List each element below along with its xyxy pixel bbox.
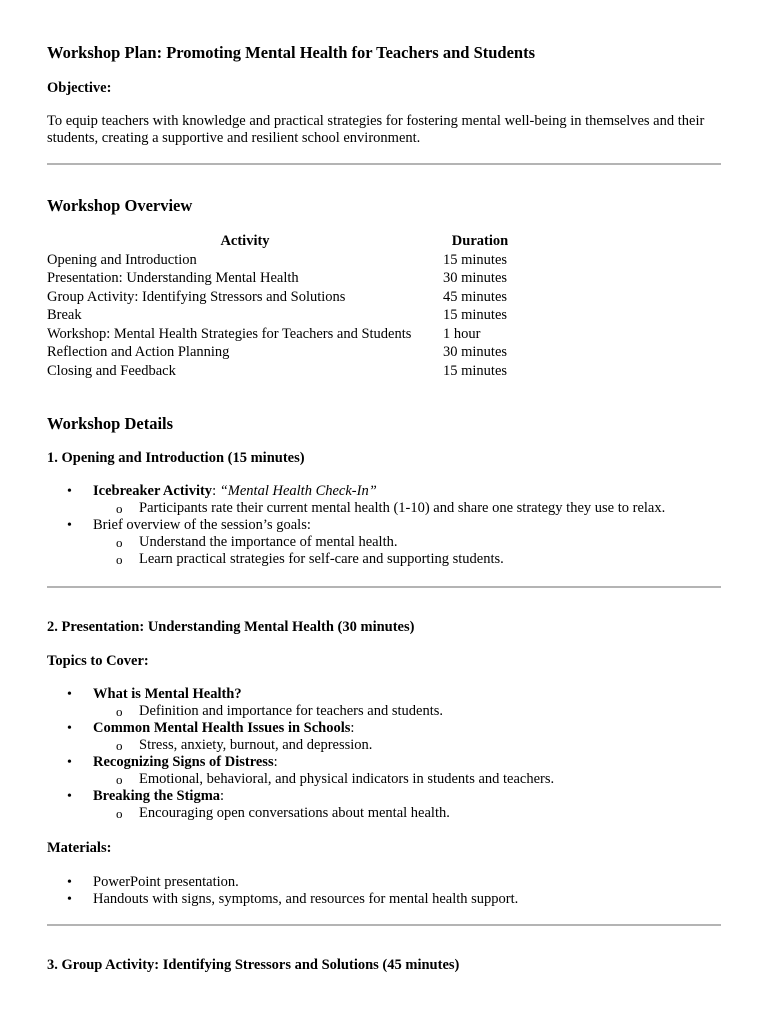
list-item: • PowerPoint presentation.: [47, 874, 747, 891]
details-heading: Workshop Details: [47, 414, 174, 433]
topic-colon: :: [350, 720, 355, 736]
sub-list-item: o Definition and importance for teachers and students.: [47, 703, 747, 720]
divider: [47, 586, 721, 588]
section-3-heading: 3. Group Activity: Identifying Stressors and Solutions (45 minutes): [47, 957, 460, 973]
list-item: [47, 754, 747, 771]
sub-list-item: o Learn practical strategies for self-care and supporting students.: [47, 551, 747, 568]
section-1-list: [47, 483, 747, 568]
table-row: [47, 289, 517, 308]
table-row: [47, 252, 517, 271]
table-header-row: [47, 233, 517, 252]
overview-table: [47, 233, 517, 381]
duration-cell: 30 minutes: [443, 344, 508, 360]
activity-cell: Group Activity: Identifying Stressors and Solutions: [47, 288, 346, 305]
section-2-heading: 2. Presentation: Understanding Mental Health (30 minutes): [47, 619, 415, 635]
icebreaker-title: “Mental Health Check-In”: [219, 483, 377, 499]
overview-heading: Workshop Overview: [47, 196, 193, 215]
activity-cell: Workshop: Mental Health Strategies for Teachers and Students: [47, 325, 412, 342]
list-item: [47, 720, 747, 737]
sub-list-item: o Participants rate their current mental health (1-10) and share one strategy they use to relax.: [47, 500, 747, 517]
separator: :: [212, 483, 220, 499]
list-item: • Brief overview of the session’s goals:: [47, 517, 747, 534]
table-row: [47, 307, 517, 326]
table-row: [47, 326, 517, 345]
activity-cell: Break: [47, 307, 82, 323]
duration-cell: 15 minutes: [443, 362, 508, 379]
sub-list-item: o Encouraging open conversations about mental health.: [47, 805, 747, 822]
duration-column-header: Duration: [451, 233, 509, 249]
list-item: [47, 788, 747, 805]
table-row: [47, 270, 517, 289]
section-1-heading: 1. Opening and Introduction (15 minutes): [47, 450, 305, 466]
duration-cell: 15 minutes: [443, 251, 508, 268]
list-item: • Handouts with signs, symptoms, and resources for mental health support.: [47, 891, 747, 908]
topics-list: [47, 686, 747, 822]
activity-column-header: Activity: [220, 233, 270, 249]
activity-cell: Opening and Introduction: [47, 251, 197, 268]
materials-list: [47, 874, 747, 908]
sub-list-item: o Understand the importance of mental health.: [47, 534, 747, 551]
objective-label: Objective:: [47, 80, 112, 96]
table-row: [47, 344, 517, 363]
topic-title: Common Mental Health Issues in Schools: [93, 720, 351, 736]
objective-text: To equip teachers with knowledge and practical strategies for fostering mental well-being in themselves and their students, creating a supportive and resilient school environment.: [47, 113, 705, 146]
topic-colon: :: [273, 754, 278, 770]
activity-cell: Closing and Feedback: [47, 362, 176, 379]
list-item: [47, 686, 747, 703]
divider: [47, 924, 721, 926]
sub-list-item: o Emotional, behavioral, and physical indicators in students and teachers.: [47, 771, 747, 788]
topic-colon: :: [220, 788, 225, 804]
topic-title: Recognizing Signs of Distress: [93, 754, 274, 770]
activity-cell: Reflection and Action Planning: [47, 344, 230, 360]
duration-cell: 1 hour: [443, 325, 481, 342]
duration-cell: 30 minutes: [443, 270, 508, 286]
duration-cell: 45 minutes: [443, 288, 508, 305]
activity-cell: Presentation: Understanding Mental Health: [47, 270, 299, 286]
topics-label: Topics to Cover:: [47, 653, 149, 669]
list-item: [47, 483, 747, 500]
document-title: Workshop Plan: Promoting Mental Health for Teachers and Students: [47, 43, 536, 62]
sub-list-item: o Stress, anxiety, burnout, and depression.: [47, 737, 747, 754]
duration-cell: 15 minutes: [443, 307, 508, 323]
divider: [47, 163, 721, 165]
materials-label: Materials:: [47, 840, 112, 856]
table-row: [47, 363, 517, 382]
topic-title: Breaking the Stigma: [93, 788, 221, 804]
topic-title: What is Mental Health?: [93, 686, 242, 702]
icebreaker-label: Icebreaker Activity: [93, 483, 213, 499]
